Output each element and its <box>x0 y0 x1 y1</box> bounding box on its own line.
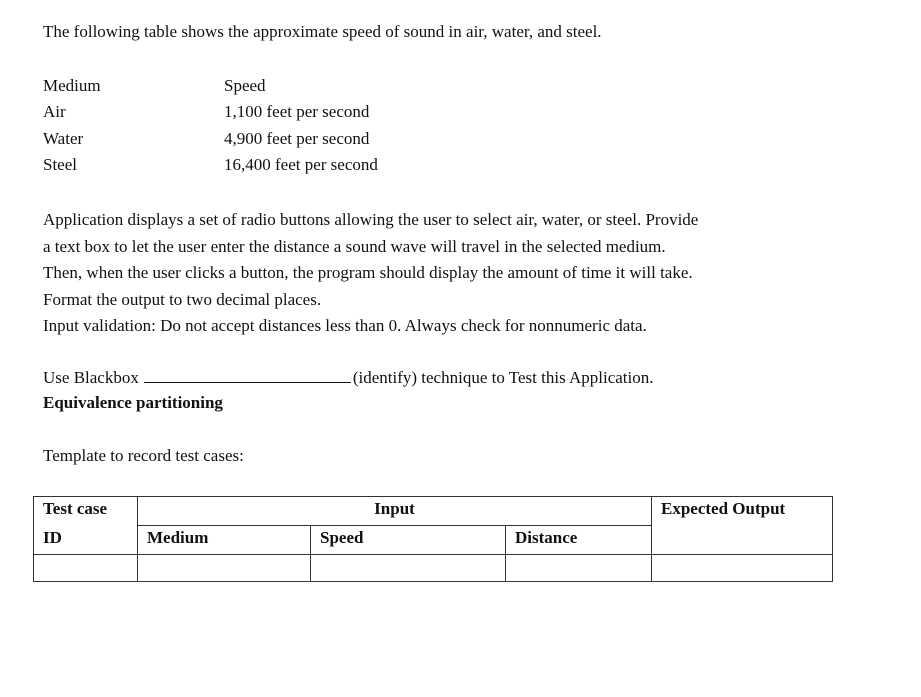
blackbox-answer: Equivalence partitioning <box>43 393 223 412</box>
template-label: Template to record test cases: <box>43 446 244 465</box>
speed-table-speed-air: 1,100 feet per second <box>224 102 370 121</box>
cell-expected-output[interactable] <box>652 555 833 582</box>
cell-medium[interactable] <box>138 555 311 582</box>
speed-table-header-speed: Speed <box>224 76 266 95</box>
cell-test-case-id[interactable] <box>34 555 138 582</box>
speed-table-speed-water: 4,900 feet per second <box>224 129 370 148</box>
cell-speed[interactable] <box>311 555 506 582</box>
description-line: Input validation: Do not accept distances less than 0. Always check for nonnumeric data. <box>43 316 647 335</box>
answer-blank <box>144 367 351 383</box>
description-line: Then, when the user clicks a button, the program should display the amount of time it will take. <box>43 263 693 282</box>
header-medium: Medium <box>138 526 311 555</box>
header-expected-output-continued <box>652 526 833 555</box>
speed-table-speed-steel: 16,400 feet per second <box>224 155 378 174</box>
header-expected-output: Expected Output <box>652 497 833 526</box>
header-test-case: Test case <box>34 497 138 526</box>
blackbox-question <box>43 367 654 388</box>
header-speed: Speed <box>311 526 506 555</box>
speed-table-medium-air: Air <box>43 102 66 121</box>
header-input: Input <box>138 497 652 526</box>
header-distance: Distance <box>506 526 652 555</box>
description-line: a text box to let the user enter the distance a sound wave will travel in the selected medium. <box>43 236 666 256</box>
blackbox-suffix: (identify) technique to Test this Application. <box>352 368 654 387</box>
intro-text: The following table shows the approximate speed of sound in air, water, and steel. <box>43 22 602 41</box>
cell-distance[interactable] <box>506 555 652 582</box>
description-paragraph <box>43 207 843 340</box>
speed-table-header-medium: Medium <box>43 76 101 95</box>
description-line: Application displays a set of radio buttons allowing the user to select air, water, or steel. Provide <box>43 210 699 229</box>
description-line: Format the output to two decimal places. <box>43 289 322 309</box>
table-row <box>34 555 833 582</box>
test-case-table <box>33 496 833 582</box>
header-id: ID <box>34 526 138 555</box>
speed-table-medium-water: Water <box>43 129 84 148</box>
speed-table-medium-steel: Steel <box>43 155 77 174</box>
blackbox-prefix: Use Blackbox <box>43 368 139 387</box>
